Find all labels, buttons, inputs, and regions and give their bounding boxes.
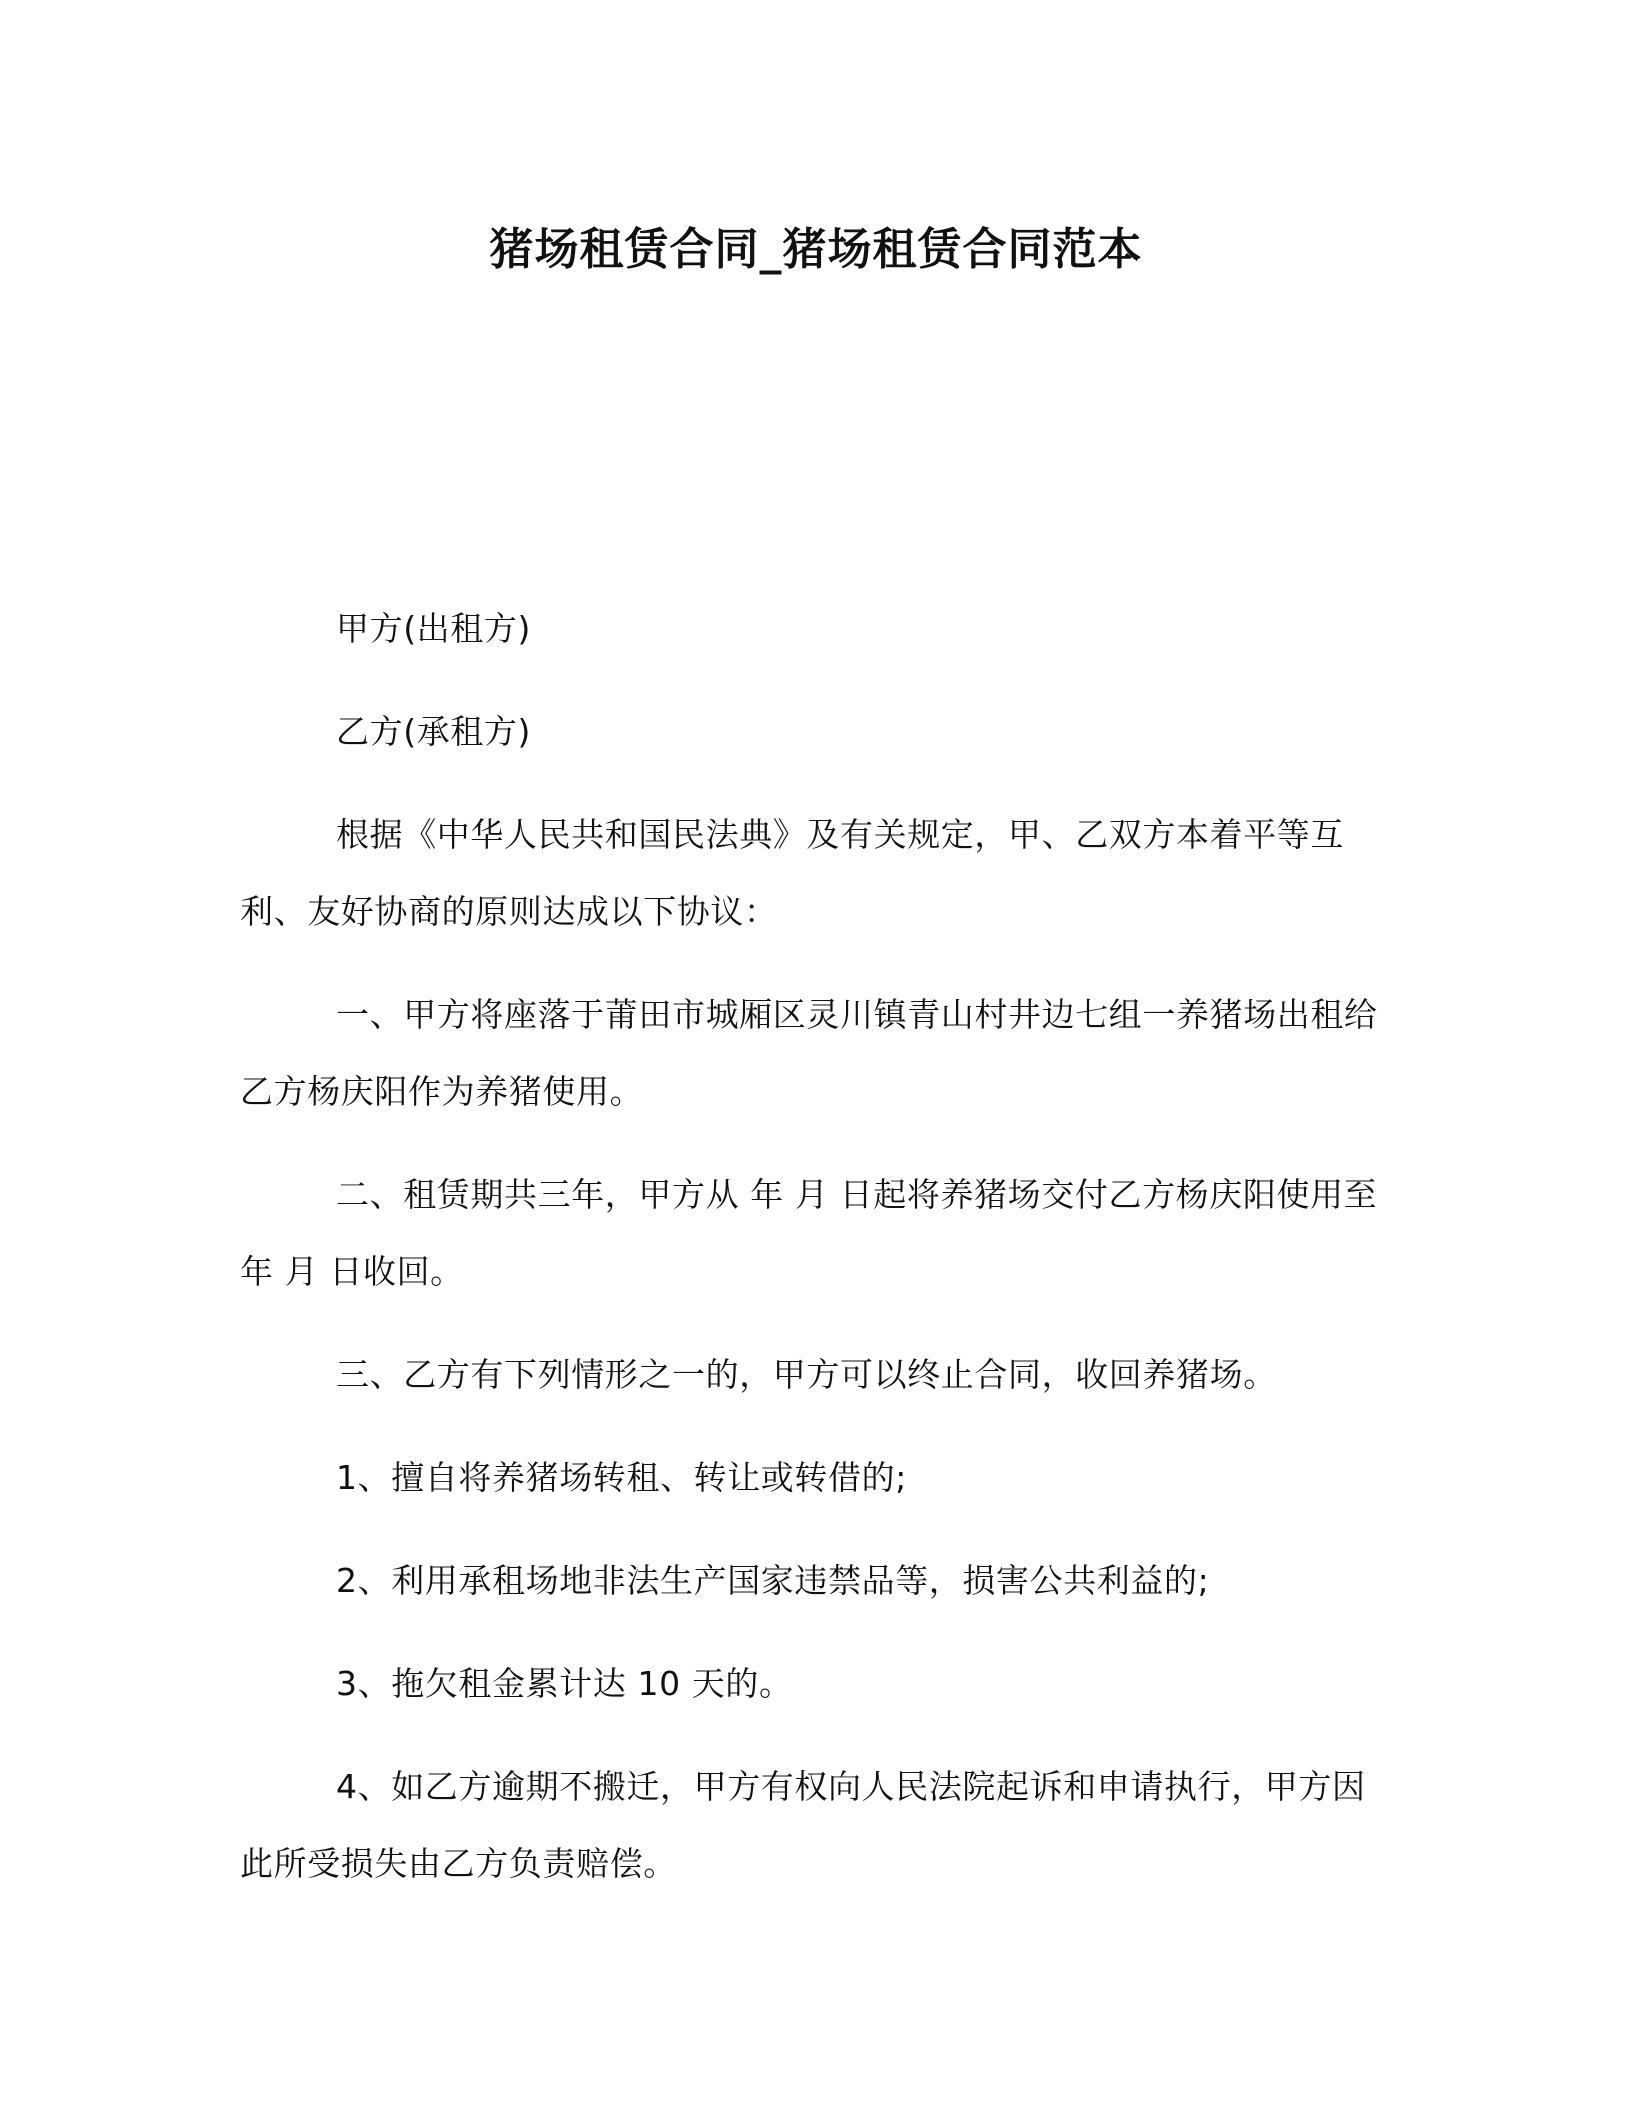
paragraph-item-4: 4、如乙方逾期不搬迁，甲方有权向人民法院起诉和申请执行，甲方因此所受损失由乙方负责赔偿。 [240, 1767, 1366, 1883]
document-body [240, 590, 1392, 1928]
paragraph-clause-3: 三、乙方有下列情形之一的，甲方可以终止合同，收回养猪场。 [336, 1355, 1277, 1394]
paragraph-party-b: 乙方(承租方) [336, 712, 531, 751]
paragraph-clause-2: 二、租赁期共三年，甲方从 年 月 日起将养猪场交付乙方杨庆阳使用至 年 月 日收回。 [240, 1175, 1378, 1291]
paragraph-preamble: 根据《中华人民共和国民法典》及有关规定，甲、乙双方本着平等互利、友好协商的原则达成以下协议： [240, 815, 1344, 931]
paragraph-item-1: 1、擅自将养猪场转租、转让或转借的; [336, 1458, 907, 1497]
paragraph-item-2: 2、利用承租场地非法生产国家违禁品等，损害公共利益的; [336, 1561, 1210, 1600]
paragraph-party-a: 甲方(出租方) [336, 609, 531, 648]
paragraph-clause-1: 一、甲方将座落于莆田市城厢区灵川镇青山村井边七组一养猪场出租给乙方杨庆阳作为养猪使用。 [240, 995, 1378, 1111]
paragraph-item-3: 3、拖欠租金累计达 10 天的。 [336, 1664, 793, 1703]
document-title: 猪场租赁合同_猪场租赁合同范本 [489, 224, 1143, 275]
